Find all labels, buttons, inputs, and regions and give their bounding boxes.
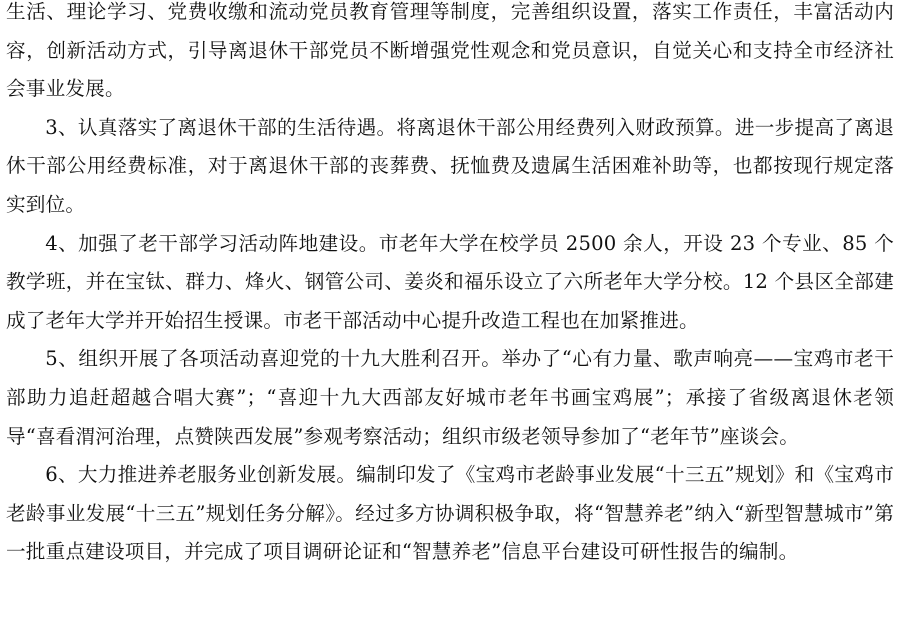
- paragraph-item-4: 4、加强了老干部学习活动阵地建设。市老年大学在校学员 2500 余人，开设 23 个专业、85 个教学班，并在宝钛、群力、烽火、钢管公司、姜炎和福乐设立了六所老年大学分校。12 个县区全部建成了老年大学并开始招生授课。市老干部活动中心提升改造工程也在加紧推进。: [6, 231, 894, 332]
- paragraph-item-3: 3、认真落实了离退休干部的生活待遇。将离退休干部公用经费列入财政预算。进一步提高了离退休干部公用经费标准，对于离退休干部的丧葬费、抚恤费及遗属生活困难补助等，也都按现行规定落实到位。: [6, 115, 894, 216]
- paragraph-continuation: 生活、理论学习、党费收缴和流动党员教育管理等制度，完善组织设置，落实工作责任，丰富活动内容，创新活动方式，引导离退休干部党员不断增强党性观念和党员意识，自觉关心和支持全市经济社会事业发展。: [6, 0, 894, 101]
- paragraph-item-5: 5、组织开展了各项活动喜迎党的十九大胜利召开。举办了“心有力量、歌声响亮——宝鸡市老干部助力追赶超越合唱大赛”；“喜迎十九大西部友好城市老年书画宝鸡展”；承接了省级离退休老领导“喜看渭河治理，点赞陕西发展”参观考察活动；组织市级老领导参加了“老年节”座谈会。: [6, 347, 894, 448]
- paragraph-item-6: 6、大力推进养老服务业创新发展。编制印发了《宝鸡市老龄事业发展“十三五”规划》和《宝鸡市老龄事业发展“十三五”规划任务分解》。经过多方协调积极争取，将“智慧养老”纳入“新型智慧城市”第一批重点建设项目，并完成了项目调研论证和“智慧养老”信息平台建设可研性报告的编制。: [6, 463, 894, 564]
